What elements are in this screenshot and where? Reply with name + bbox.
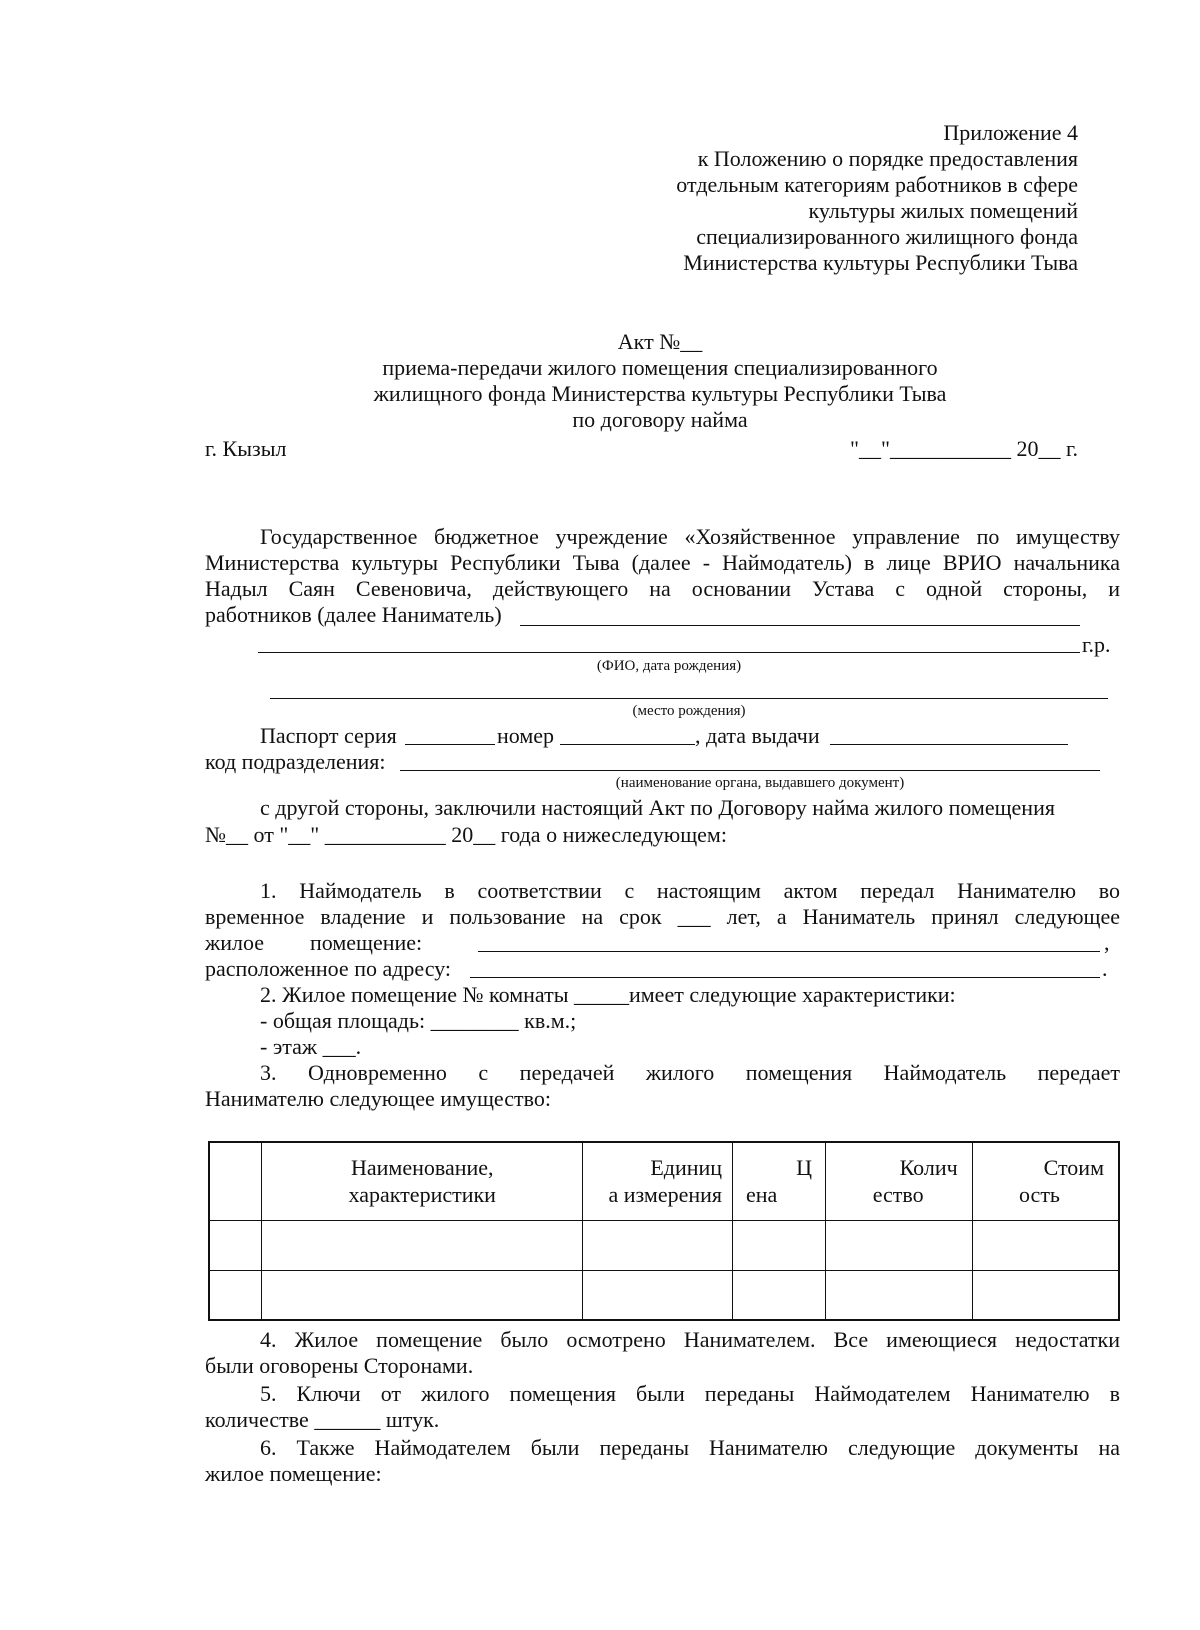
table-row bbox=[209, 1220, 1119, 1270]
issuer-caption: (наименование органа, выдавшего документ) bbox=[615, 775, 905, 791]
birthplace-blank[interactable] bbox=[270, 698, 1108, 699]
table-cell[interactable] bbox=[262, 1270, 583, 1320]
table-cell[interactable] bbox=[262, 1220, 583, 1270]
passport-number-blank[interactable] bbox=[560, 744, 695, 745]
intro-line-2: Министерства культуры Республики Тыва (далее - Наймодатель) в лице ВРИО начальника bbox=[205, 550, 1120, 575]
appendix-line-6: Министерства культуры Республики Тыва bbox=[683, 250, 1078, 275]
passport-number-label: номер bbox=[497, 723, 555, 748]
table-cell[interactable] bbox=[733, 1270, 826, 1320]
birth-year-suffix: г.р. bbox=[1082, 632, 1111, 657]
act-subtitle-2: жилищного фонда Министерства культуры Республики Тыва bbox=[373, 381, 947, 406]
clause-6-line-2: жилое помещение: bbox=[205, 1461, 382, 1486]
clause-6-line-1: 6. Также Наймодателем были переданы Нанимателю следующие документы на bbox=[260, 1435, 1120, 1460]
table-header-number bbox=[209, 1142, 262, 1220]
clause-2-area: - общая площадь: ________ кв.м.; bbox=[260, 1008, 577, 1033]
dept-code-label: код подразделения: bbox=[205, 749, 386, 774]
clause-1-address-label: расположенное по адресу: bbox=[205, 956, 452, 981]
appendix-line-1: Приложение 4 bbox=[943, 120, 1078, 145]
dept-code-blank[interactable] bbox=[400, 770, 1100, 771]
table-cell[interactable] bbox=[825, 1220, 972, 1270]
appendix-line-2: к Положению о порядке предоставления bbox=[697, 146, 1078, 171]
intro-line-4: работников (далее Наниматель) bbox=[205, 602, 502, 627]
clause-1-comma: , bbox=[1104, 930, 1110, 955]
table-cell[interactable] bbox=[972, 1220, 1119, 1270]
clause-4-line-2: были оговорены Сторонами. bbox=[205, 1353, 474, 1378]
appendix-line-5: специализированного жилищного фонда bbox=[696, 224, 1078, 249]
table-cell[interactable] bbox=[825, 1270, 972, 1320]
property-table bbox=[208, 1141, 1120, 1321]
clause-1-period: . bbox=[1102, 956, 1108, 981]
table-cell[interactable] bbox=[972, 1270, 1119, 1320]
table-header-name: Наименование, характеристики bbox=[262, 1142, 583, 1220]
passport-date-blank[interactable] bbox=[830, 744, 1068, 745]
clause-5-line-2: количестве ______ штук. bbox=[205, 1407, 440, 1432]
table-cell[interactable] bbox=[733, 1220, 826, 1270]
address-blank[interactable] bbox=[470, 977, 1100, 978]
fio-caption: (ФИО, дата рождения) bbox=[596, 658, 742, 674]
clause-1-line-1: 1. Наймодатель в соответствии с настоящим актом передал Нанимателю во bbox=[260, 878, 1120, 903]
table-cell[interactable] bbox=[209, 1220, 262, 1270]
table-header-cost: Стоим ость bbox=[972, 1142, 1119, 1220]
other-side-line: с другой стороны, заключили настоящий Акт по Договору найма жилого помещения bbox=[260, 795, 1055, 820]
clause-1-living-word: жилое bbox=[205, 930, 264, 955]
table-header-quantity: Колич ество bbox=[825, 1142, 972, 1220]
passport-series-blank[interactable] bbox=[405, 744, 495, 745]
intro-line-1: Государственное бюджетное учреждение «Хозяйственное управление по имуществу bbox=[260, 524, 1120, 549]
table-header-row bbox=[209, 1142, 1119, 1220]
tenant-blank-1[interactable] bbox=[520, 625, 1080, 626]
clause-1-line-2: временное владение и пользование на срок ___ лет, а Наниматель принял следующее bbox=[205, 904, 1120, 929]
intro-line-3: Надыл Саян Севеновича, действующего на основании Устава с одной стороны, и bbox=[205, 576, 1120, 601]
city: г. Кызыл bbox=[205, 436, 287, 461]
clause-4-line-1: 4. Жилое помещение было осмотрено Нанимателем. Все имеющиеся недостатки bbox=[260, 1327, 1120, 1352]
act-subtitle-3: по договору найма bbox=[572, 407, 748, 432]
table-cell[interactable] bbox=[583, 1270, 733, 1320]
table-cell[interactable] bbox=[583, 1220, 733, 1270]
clause-3-line-2: Нанимателю следующее имущество: bbox=[205, 1086, 551, 1111]
birthplace-caption: (место рождения) bbox=[632, 703, 746, 719]
clause-3-line-1: 3. Одновременно с передачей жилого помещения Наймодатель передает bbox=[260, 1060, 1120, 1085]
act-title: Акт №__ bbox=[617, 329, 703, 354]
passport-date-label: , дата выдачи bbox=[695, 723, 820, 748]
passport-series-label: Паспорт серия bbox=[260, 723, 397, 748]
table-header-price: Ц ена bbox=[733, 1142, 826, 1220]
date-field: "__"___________ 20__ г. bbox=[849, 436, 1078, 461]
clause-2-line-1: 2. Жилое помещение № комнаты _____имеет следующие характеристики: bbox=[260, 982, 956, 1007]
table-header-unit: Единиц а измерения bbox=[583, 1142, 733, 1220]
table-row bbox=[209, 1270, 1119, 1320]
clause-1-premises-word: помещение: bbox=[310, 930, 423, 955]
tenant-name-blank[interactable] bbox=[258, 652, 1080, 653]
premises-blank[interactable] bbox=[478, 951, 1100, 952]
clause-2-floor: - этаж ___. bbox=[260, 1034, 362, 1059]
appendix-line-3: отдельным категориям работников в сфере bbox=[676, 172, 1078, 197]
contract-ref-line: №__ от "__" ___________ 20__ года о нижеследующем: bbox=[205, 822, 727, 847]
clause-5-line-1: 5. Ключи от жилого помещения были переданы Наймодателем Нанимателю в bbox=[260, 1381, 1120, 1406]
appendix-line-4: культуры жилых помещений bbox=[808, 198, 1078, 223]
act-subtitle-1: приема-передачи жилого помещения специализированного bbox=[382, 355, 938, 380]
table-cell[interactable] bbox=[209, 1270, 262, 1320]
